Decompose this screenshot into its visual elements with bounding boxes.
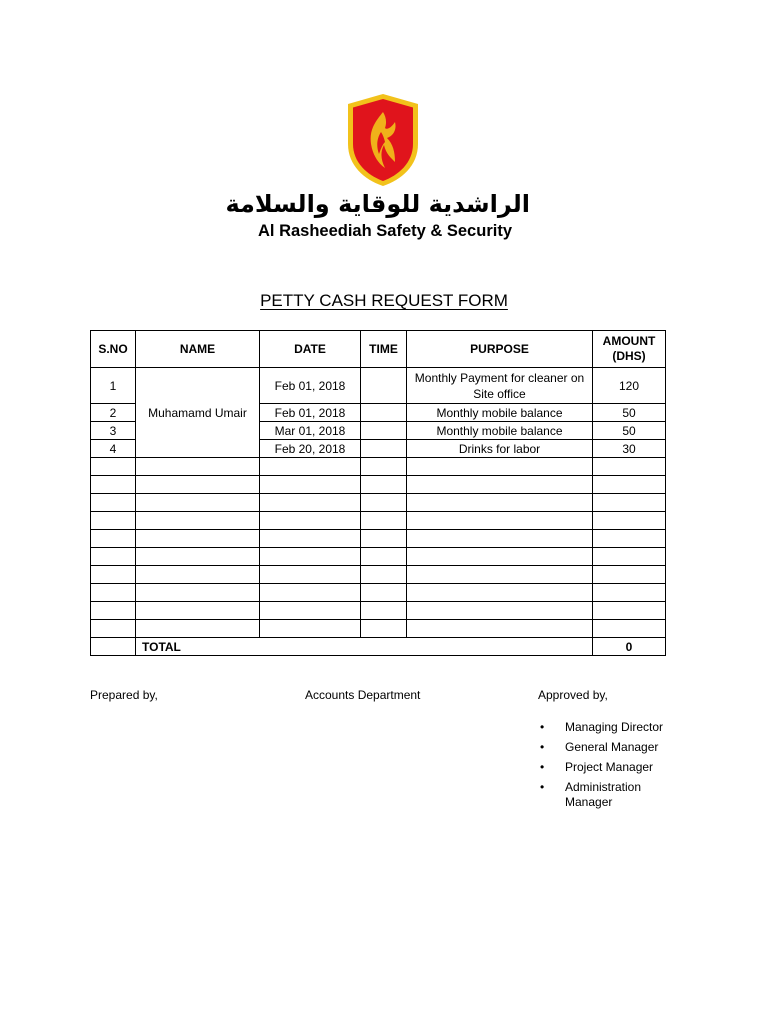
cell-amount: 50 xyxy=(593,404,666,422)
cell-purpose: Monthly mobile balance xyxy=(407,404,593,422)
cell-purpose: Monthly mobile balance xyxy=(407,422,593,440)
accounts-department-label: Accounts Department xyxy=(305,688,421,702)
header-time: TIME xyxy=(361,331,407,368)
empty-row xyxy=(91,476,666,494)
bullet-icon: • xyxy=(540,760,545,774)
empty-row xyxy=(91,512,666,530)
approvers-list xyxy=(538,720,688,815)
cell-date: Feb 20, 2018 xyxy=(260,440,361,458)
table-row xyxy=(91,368,666,404)
company-name-arabic: الراشدية للوقاية والسلامة xyxy=(225,190,530,218)
cell-sno: 3 xyxy=(91,422,136,440)
list-item: • Project Manager xyxy=(540,760,654,774)
header-amount: AMOUNT (DHS) xyxy=(593,331,666,368)
bullet-icon: • xyxy=(540,740,545,754)
cell-date: Mar 01, 2018 xyxy=(260,422,361,440)
cell-name: Muhamamd Umair xyxy=(136,368,260,458)
cell-sno: 4 xyxy=(91,440,136,458)
bullet-icon: • xyxy=(540,780,545,794)
cell-sno: 1 xyxy=(91,368,136,404)
empty-row xyxy=(91,458,666,476)
empty-row xyxy=(91,530,666,548)
header-sno: S.NO xyxy=(91,331,136,368)
cell-purpose: Monthly Payment for cleaner on Site office xyxy=(407,368,593,404)
total-label: TOTAL xyxy=(136,638,593,656)
empty-row xyxy=(91,566,666,584)
cell-date: Feb 01, 2018 xyxy=(260,368,361,404)
cell-amount: 30 xyxy=(593,440,666,458)
table-header-row xyxy=(91,331,666,368)
cell-time xyxy=(361,404,407,422)
form-title: PETTY CASH REQUEST FORM xyxy=(260,291,508,310)
empty-row xyxy=(91,548,666,566)
list-item: • Administration Manager xyxy=(540,780,642,809)
cell-amount: 120 xyxy=(593,368,666,404)
shield-flame-icon xyxy=(345,92,421,188)
cell-date: Feb 01, 2018 xyxy=(260,404,361,422)
cell-time xyxy=(361,368,407,404)
petty-cash-table xyxy=(90,330,666,656)
cell-time xyxy=(361,440,407,458)
list-item: • Managing Director xyxy=(540,720,664,734)
company-logo xyxy=(225,92,530,252)
empty-row xyxy=(91,620,666,638)
approved-by-label: Approved by, xyxy=(538,688,608,702)
empty-row xyxy=(91,494,666,512)
header-date: DATE xyxy=(260,331,361,368)
cell-purpose: Drinks for labor xyxy=(407,440,593,458)
company-name-english: Al Rasheediah Safety & Security xyxy=(257,222,512,240)
cell-time xyxy=(361,422,407,440)
empty-row xyxy=(91,602,666,620)
cell-sno: 2 xyxy=(91,404,136,422)
total-value: 0 xyxy=(593,638,666,656)
header-purpose: PURPOSE xyxy=(407,331,593,368)
bullet-icon: • xyxy=(540,720,545,734)
total-row xyxy=(91,638,666,656)
empty-row xyxy=(91,584,666,602)
list-item: • General Manager xyxy=(540,740,659,754)
header-name: NAME xyxy=(136,331,260,368)
cell-amount: 50 xyxy=(593,422,666,440)
prepared-by-label: Prepared by, xyxy=(90,688,158,702)
